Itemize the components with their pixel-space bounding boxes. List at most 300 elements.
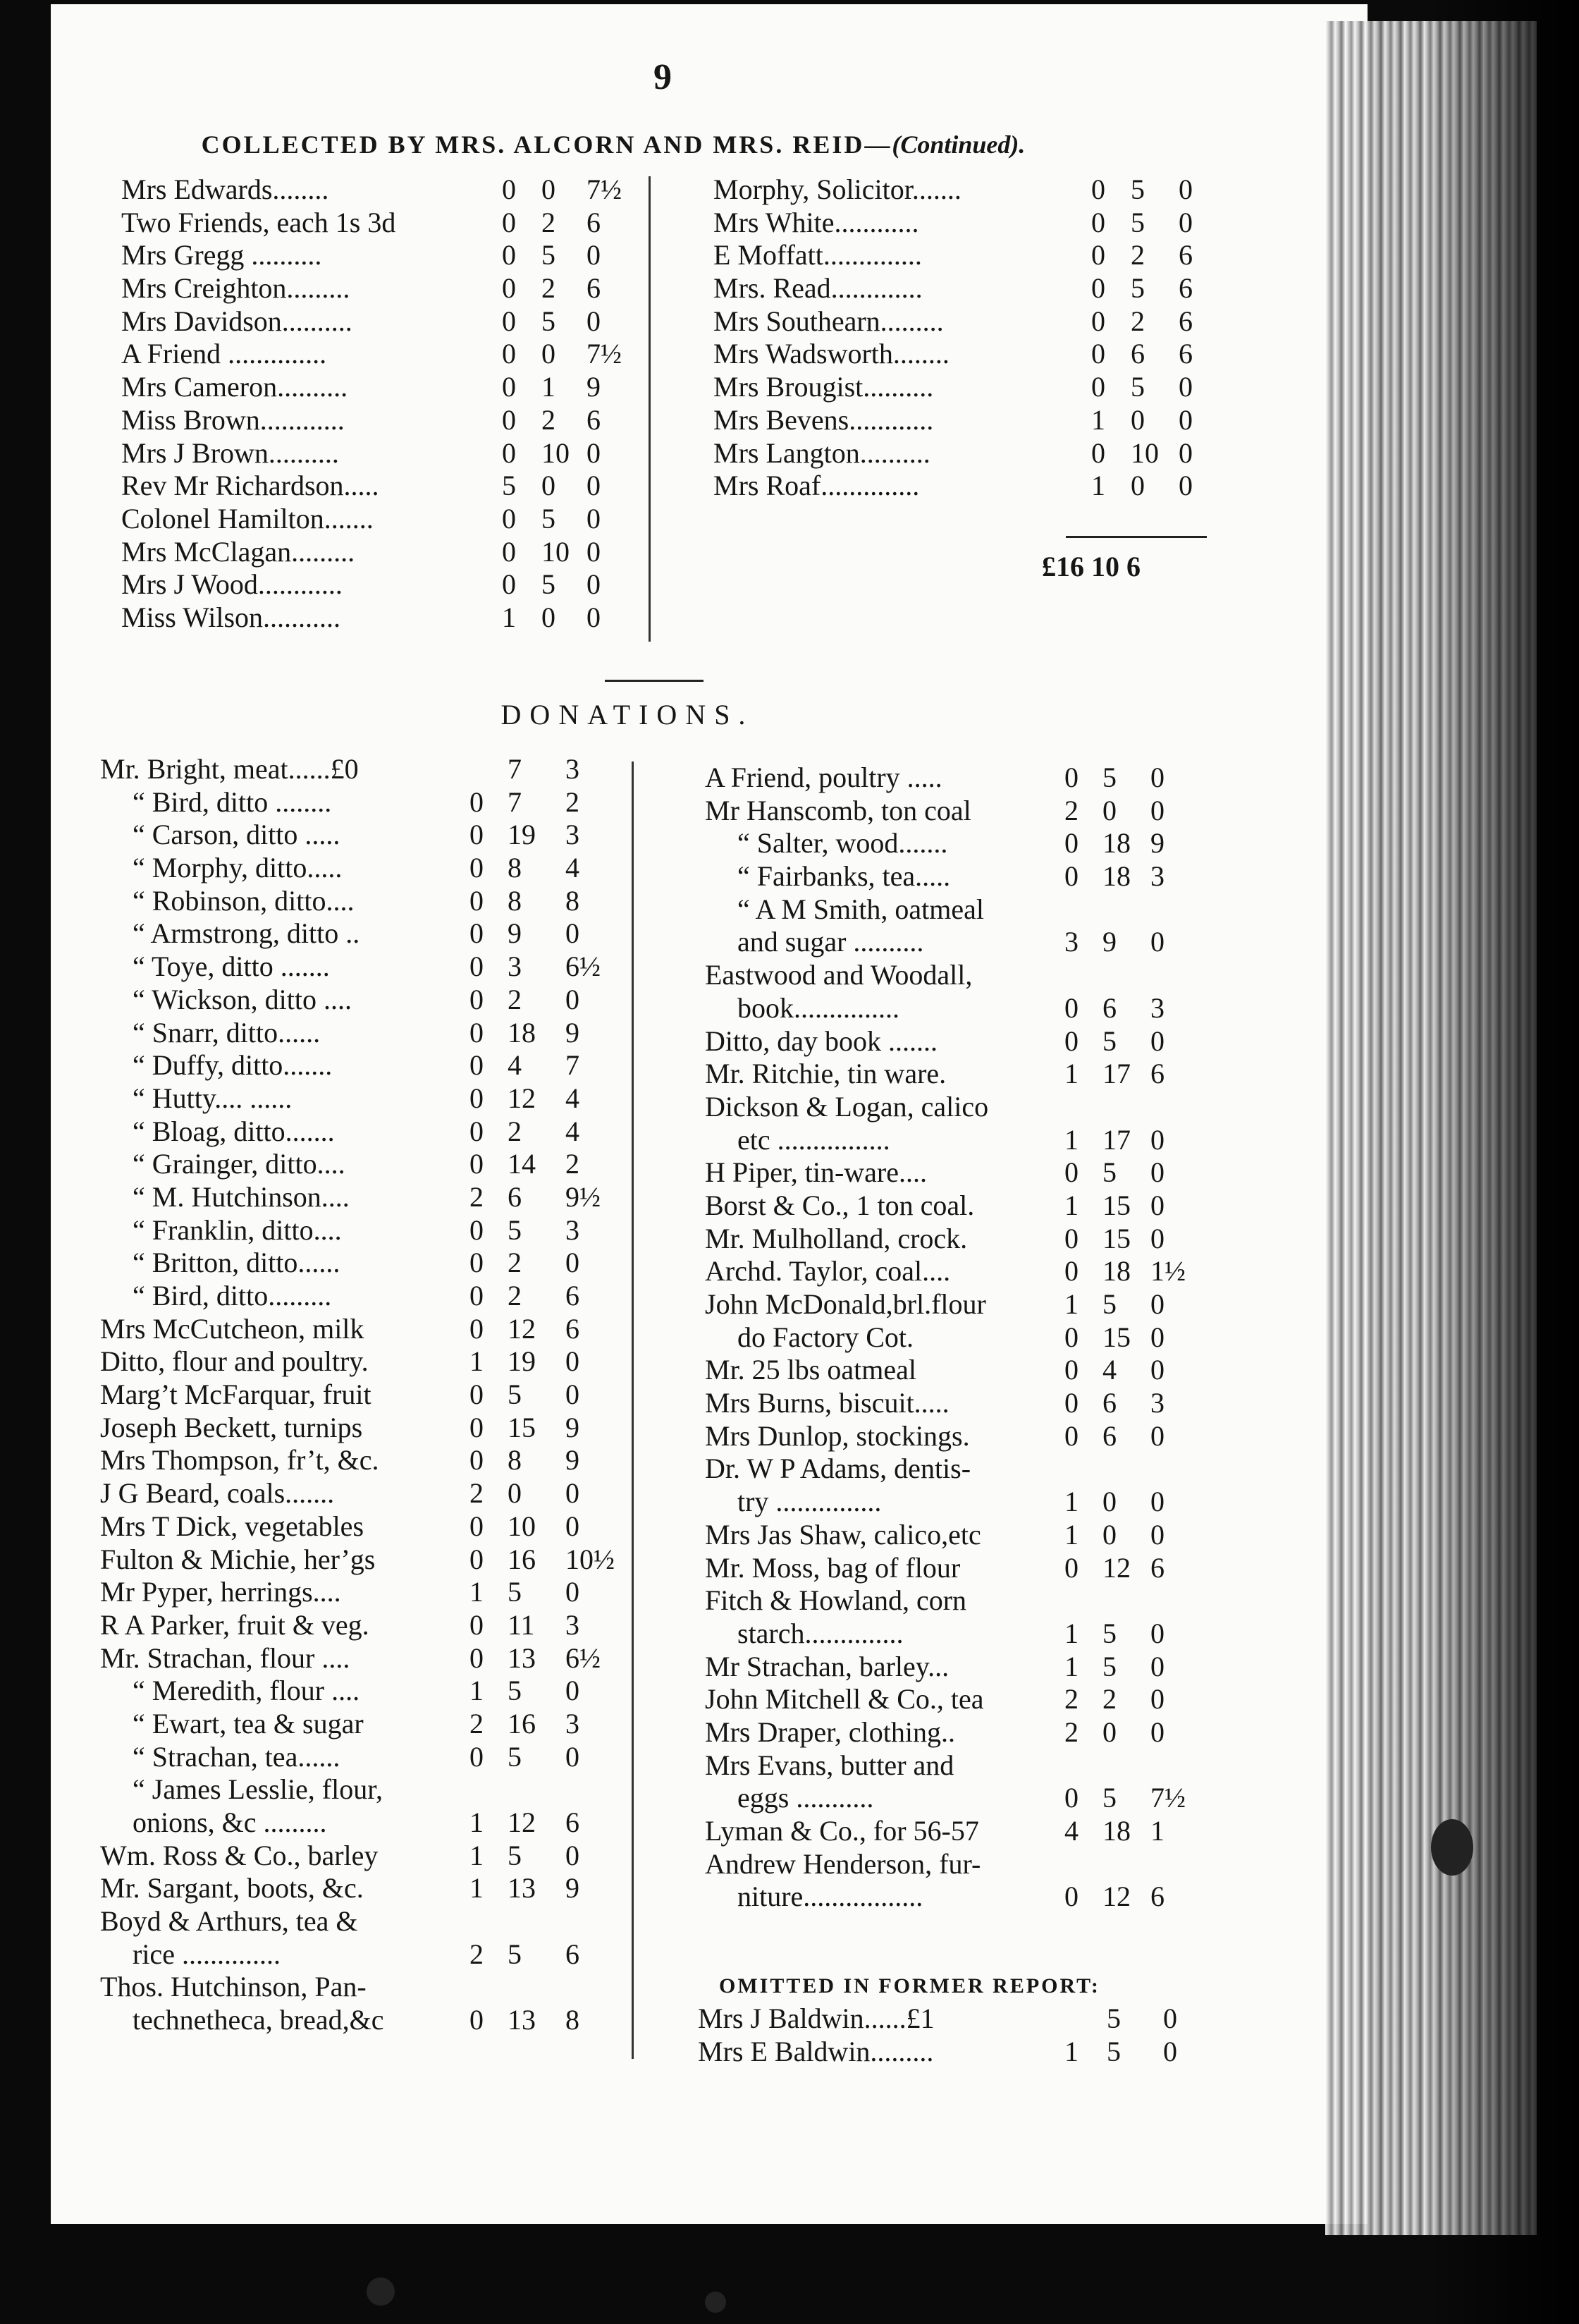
amount-shillings: 15 [1102,1222,1131,1254]
amount-pounds: 0 [469,1378,484,1411]
ledger-entry-name: Mrs J Wood............ [121,568,343,601]
amount-shillings: 2 [541,206,555,238]
amount-pence: 9½ [565,1180,601,1213]
amount-pounds: 0 [1091,338,1105,370]
amount-pounds: 0 [1064,1551,1079,1584]
amount-pounds: 0 [1091,436,1105,469]
amount-pounds: 0 [469,1740,484,1773]
ledger-entry-name: Colonel Hamilton....... [121,502,374,534]
amount-pence: 0 [1179,403,1193,436]
ledger-row [100,1477,622,1510]
amount-pence: 0 [586,535,601,568]
amount-shillings: 18 [1102,827,1131,860]
amount-pounds: 0 [469,884,484,917]
ledger-entry-name: “ A M Smith, oatmeal [737,893,984,925]
amount-pounds: 0 [502,568,516,601]
amount-pence: 0 [1179,206,1193,238]
amount-pounds: 0 [1064,1025,1079,1057]
amount-shillings: 0 [1102,1486,1117,1518]
amount-pence: 0 [1150,1123,1165,1156]
ledger-row [100,1345,622,1378]
amount-shillings: 0 [1131,470,1145,502]
ledger-entry-name: Eastwood and Woodall, [705,959,973,991]
amount-shillings: 17 [1102,1123,1131,1156]
ledger-entry-name: Mr. Mulholland, crock. [705,1222,968,1254]
amount-pence: 0 [586,470,601,502]
amount-shillings: 12 [508,1082,536,1114]
ledger-entry-name: Two Friends, each 1s 3d [121,206,396,238]
ledger-entry-name: Mr. Moss, bag of flour [705,1551,961,1584]
ledger-row [121,470,643,503]
amount-shillings: 15 [508,1411,536,1443]
amount-shillings: 5 [541,568,555,601]
amount-pounds: 1 [469,1872,484,1904]
amount-shillings: 5 [1131,371,1145,403]
ledger-entry-name: Wm. Ross & Co., barley [100,1839,379,1871]
section-rule [605,680,704,682]
amount-pounds: 0 [469,1444,484,1476]
amount-pounds: 0 [502,436,516,469]
collected-left-column [121,173,643,635]
ledger-entry-name: Mrs Brougist.......... [713,371,934,403]
amount-pounds: 1 [1064,1617,1079,1649]
ledger-entry-name: “ Toye, ditto ....... [133,950,330,983]
ledger-row [100,1378,622,1412]
amount-pence: 0 [1150,1518,1165,1551]
amount-pence: 0 [586,305,601,337]
amount-shillings: 0 [1131,403,1145,436]
ledger-row [705,795,1212,828]
amount-pence: 6 [1179,272,1193,305]
amount-pence: 1 [1150,1815,1165,1847]
ledger-entry-name: Mr. 25 lbs oatmeal [705,1354,916,1386]
amount-pounds: 2 [1064,794,1079,826]
amount-pence: 0 [565,983,579,1015]
ledger-entry-name: “ Meredith, flour .... [133,1675,360,1707]
amount-pence: 3 [565,819,579,851]
ledger-entry-name: “ Robinson, ditto.... [133,884,355,917]
ledger-row [121,207,643,240]
amount-pounds: 0 [1064,1354,1079,1386]
amount-pence: 0 [1163,2035,1177,2067]
amount-pence: 0 [565,1839,579,1871]
ledger-row [713,338,1207,371]
ledger-row [100,1148,622,1181]
ink-blot [705,2292,726,2313]
ledger-row [713,305,1207,338]
ledger-entry-name: A Friend, poultry ..... [705,762,942,793]
ledger-row [121,601,643,635]
ledger-entry-name: H Piper, tin-ware.... [705,1156,927,1189]
ledger-entry-name: Borst & Co., 1 ton coal. [705,1189,975,1221]
amount-pounds: 0 [1091,272,1105,305]
ledger-entry-name: “ Grainger, ditto.... [133,1148,345,1180]
amount-shillings: 18 [1102,1255,1131,1288]
amount-pence: 0 [565,1510,579,1542]
amount-pence: 7½ [586,173,622,205]
ledger-entry-name: Mrs Langton.......... [713,436,930,469]
ledger-row [705,1091,1212,1124]
ledger-row [705,1651,1212,1684]
amount-pounds: 1 [469,1576,484,1608]
section-header [70,130,1156,159]
amount-pence: 6 [565,1938,579,1970]
ledger-entry-name: Andrew Henderson, fur- [705,1847,981,1880]
ledger-row [121,404,643,437]
ledger-row [705,1749,1212,1782]
ledger-row [705,1617,1212,1651]
amount-shillings: 11 [508,1608,535,1641]
amount-pence: 6 [1179,239,1193,271]
amount-shillings: 5 [1102,1782,1117,1814]
amount-shillings: 5 [508,1576,522,1608]
ledger-entry-name: Mrs Creighton......... [121,272,350,305]
ledger-entry-name: “ Armstrong, ditto .. [133,917,360,950]
amount-shillings: 19 [508,1345,536,1378]
amount-pounds: 2 [469,1707,484,1739]
donations-column-divider [632,762,634,2059]
ledger-row [100,852,622,885]
amount-shillings: 5 [508,1740,522,1773]
ledger-row [121,437,643,470]
amount-shillings: 0 [541,173,555,205]
amount-pounds: 2 [469,1180,484,1213]
ledger-row [121,173,643,207]
ledger-row [713,272,1207,305]
ledger-row [713,470,1207,503]
ledger-entry-name: book............... [737,991,899,1024]
ledger-entry-name: A Friend .............. [121,338,327,370]
ledger-entry-name: starch.............. [737,1617,904,1649]
amount-pence: 6 [565,1806,579,1838]
amount-pounds: 0 [469,852,484,884]
ledger-row [121,305,643,338]
ledger-entry-name: etc ................ [737,1123,890,1156]
amount-shillings: 18 [1102,860,1131,893]
amount-pence: 6 [565,1312,579,1345]
amount-pence: 6½ [565,950,601,983]
amount-shillings: 0 [541,470,555,502]
ledger-entry-name: Joseph Beckett, turnips [100,1411,363,1443]
ledger-row [705,1683,1212,1716]
amount-pence: 0 [565,1576,579,1608]
amount-pence: 0 [1150,1419,1165,1452]
ledger-row [100,885,622,918]
amount-pounds: 0 [469,983,484,1015]
amount-pence: 0 [1163,2002,1177,2034]
ledger-row [100,917,622,950]
amount-shillings: 3 [508,950,522,983]
amount-pence: 0 [1150,1617,1165,1649]
ledger-entry-name: Boyd & Arthurs, tea & [100,1905,358,1938]
amount-shillings: 5 [1102,1650,1117,1682]
amount-pounds: 0 [469,950,484,983]
donations-right-column [705,762,1212,1914]
amount-pounds: 1 [469,1345,484,1378]
amount-shillings: 5 [1107,2002,1121,2034]
amount-pence: 0 [586,601,601,633]
ledger-row [100,786,622,819]
ledger-entry-name: Mrs Gregg .......... [121,239,322,271]
amount-pence: 3 [1150,991,1165,1024]
amount-pounds: 0 [469,1148,484,1180]
amount-shillings: 16 [508,1543,536,1575]
amount-shillings: 18 [1102,1815,1131,1847]
ledger-row [100,819,622,852]
ledger-row [100,1708,622,1741]
ledger-entry-name: Dickson & Logan, calico [705,1090,989,1123]
amount-pence: 0 [1179,371,1193,403]
amount-pounds: 0 [1064,860,1079,893]
ledger-entry-name: Mrs Bevens............ [713,403,934,436]
donations-heading: DONATIONS. [500,699,754,730]
amount-shillings: 6 [1102,991,1117,1024]
amount-shillings: 9 [508,917,522,950]
ledger-entry-name: “ Salter, wood....... [737,827,948,860]
ledger-entry-name: and sugar .......... [737,926,924,958]
amount-shillings: 5 [508,1378,522,1411]
ledger-entry-name: Mrs Cameron.......... [121,371,348,403]
amount-pounds: 0 [469,1280,484,1311]
ledger-row [100,1971,622,2004]
amount-shillings: 5 [1102,1617,1117,1649]
amount-pence: 6 [1150,1058,1165,1090]
ledger-row [705,762,1212,795]
amount-shillings: 2 [508,1247,522,1279]
amount-pounds: 0 [1064,991,1079,1024]
amount-shillings: 2 [541,272,555,305]
ledger-row [100,950,622,984]
ledger-row [705,1552,1212,1585]
amount-pounds: 0 [502,502,516,534]
amount-pounds: 3 [1064,926,1079,958]
amount-pence: 0 [1150,1650,1165,1682]
amount-pounds: 0 [502,371,516,403]
amount-pounds: 0 [502,272,516,305]
amount-shillings: 5 [508,1839,522,1871]
header-title: COLLECTED BY MRS. ALCORN AND MRS. REID— [201,130,892,159]
amount-pounds: 0 [469,1608,484,1641]
amount-shillings: 8 [508,1444,522,1476]
amount-pence: 7 [565,1049,579,1082]
amount-shillings: 10 [1131,436,1159,469]
ledger-row [100,1280,622,1313]
ledger-entry-name: Mrs Southearn......... [713,305,944,337]
amount-pounds: 1 [1064,2035,1079,2067]
amount-shillings: 15 [1102,1321,1131,1353]
ledger-row [100,1510,622,1543]
header-continued: (Continued). [892,130,1026,159]
amount-pence: 3 [565,1707,579,1739]
amount-shillings: 5 [1131,173,1145,205]
amount-pounds: 0 [1064,1321,1079,1353]
amount-shillings: 0 [508,1477,522,1510]
amount-pence: 4 [565,1115,579,1147]
ledger-entry-name: Mrs Wadsworth........ [713,338,950,370]
amount-pence: 0 [1150,1222,1165,1254]
ledger-entry-name: Thos. Hutchinson, Pan- [100,1971,367,2003]
ledger-row [100,1247,622,1280]
amount-pence: 0 [565,1247,579,1279]
amount-shillings: 9 [1102,926,1117,958]
amount-pounds: 0 [469,2004,484,2036]
ledger-entry-name: “ M. Hutchinson.... [133,1180,350,1213]
ledger-row [121,536,643,569]
ledger-entry-name: Mrs Draper, clothing.. [705,1716,955,1748]
amount-pounds: 0 [1064,1880,1079,1913]
ledger-row [713,404,1207,437]
amount-shillings: 13 [508,2004,536,2036]
amount-pounds: 1 [1064,1486,1079,1518]
amount-shillings: 8 [508,852,522,884]
ledger-row [713,371,1207,404]
ledger-row [705,1156,1212,1189]
ledger-entry-name: “ Bird, ditto......... [133,1280,332,1311]
ledger-row [705,959,1212,992]
amount-pence: 6 [586,403,601,436]
ledger-entry-name: Mr Hanscomb, ton coal [705,794,971,826]
amount-pounds: 0 [1064,1387,1079,1419]
amount-shillings: 10 [508,1510,536,1542]
amount-pence: 0 [1150,1156,1165,1189]
ledger-row [100,1642,622,1675]
amount-pence: 10½ [565,1543,615,1575]
amount-shillings: 2 [1102,1683,1117,1716]
amount-pence: 2 [565,1148,579,1180]
amount-pounds: 0 [502,338,516,370]
ledger-entry-name: “ Fairbanks, tea..... [737,860,951,893]
amount-pence: 0 [565,1378,579,1411]
ledger-row [100,1609,622,1642]
amount-pence: 9 [565,1444,579,1476]
omitted-list [698,2002,1212,2068]
amount-pence: 4 [565,852,579,884]
ledger-entry-name: Mr. Sargant, boots, &c. [100,1872,364,1904]
page-edge-shadow [1424,0,1579,2324]
ledger-entry-name: Mrs White............ [713,206,919,238]
amount-shillings: 6 [1131,338,1145,370]
ledger-entry-name: J G Beard, coals....... [100,1477,335,1510]
amount-pounds: 0 [469,1510,484,1542]
amount-shillings: 12 [1102,1551,1131,1584]
amount-shillings: 5 [508,1938,522,1970]
ledger-row [121,239,643,272]
amount-pounds: 0 [469,1082,484,1114]
ledger-row [100,1576,622,1609]
ledger-entry-name: Fulton & Michie, her’gs [100,1543,376,1575]
amount-pence: 0 [1150,794,1165,826]
amount-pence: 6½ [565,1641,601,1674]
ledger-row [100,1938,622,1971]
amount-shillings: 2 [1131,239,1145,271]
amount-pence: 6 [1150,1880,1165,1913]
amount-shillings: 5 [1102,1156,1117,1189]
amount-pounds: 0 [1064,1156,1079,1189]
ledger-row [100,1806,622,1840]
amount-pence: 9 [565,1411,579,1443]
ledger-entry-name: “ Duffy, ditto....... [133,1049,333,1082]
amount-pounds: 1 [1064,1123,1079,1156]
amount-pounds: 1 [1091,470,1105,502]
ledger-row [705,1354,1212,1387]
amount-pounds: 0 [502,206,516,238]
amount-pounds: 2 [1064,1683,1079,1716]
amount-pounds: 2 [469,1477,484,1510]
amount-shillings: 12 [1102,1880,1131,1913]
amount-pence: 6 [565,1280,579,1311]
ledger-entry-name: John McDonald,brl.flour [705,1288,986,1320]
ledger-entry-name: Dr. W P Adams, dentis- [705,1452,971,1485]
amount-shillings: 5 [541,305,555,337]
amount-pounds: 1 [1064,1518,1079,1551]
amount-pounds: 1 [469,1675,484,1707]
ledger-row [705,827,1212,860]
ledger-entry-name: Ditto, day book ....... [705,1025,938,1057]
amount-pounds: 0 [1064,1419,1079,1452]
omitted-heading: OMITTED IN FORMER REPORT: [719,1974,1100,1998]
ledger-entry-name: niture................. [737,1880,923,1913]
amount-pence: 0 [1150,1354,1165,1386]
amount-pence: 3 [1150,1387,1165,1419]
amount-pence: 8 [565,884,579,917]
amount-pence: 0 [1150,1189,1165,1221]
collected-right-column [713,173,1207,503]
page-number: 9 [653,57,672,97]
amount-pounds: 0 [469,1543,484,1575]
ledger-row [100,2004,622,2037]
ledger-entry-name: “ Carson, ditto ..... [133,819,340,851]
ledger-entry-name: Miss Brown............ [121,403,345,436]
amount-pence: 0 [586,239,601,271]
amount-pence: 0 [565,1740,579,1773]
ledger-row [100,1675,622,1708]
amount-pounds: 1 [469,1806,484,1838]
ledger-entry-name: Mrs J Baldwin......£1 [698,2002,935,2034]
ledger-entry-name: “ Morphy, ditto..... [133,852,343,884]
ledger-row [705,1848,1212,1881]
ledger-entry-name: John Mitchell & Co., tea [705,1683,984,1716]
ledger-row [121,503,643,536]
amount-pence: 7½ [586,338,622,370]
ledger-entry-name: “ Britton, ditto...... [133,1247,340,1279]
ledger-row [705,1452,1212,1486]
ledger-entry-name: Mrs McClagan......... [121,535,355,568]
amount-pence: 7½ [1150,1782,1186,1814]
ledger-row [705,1255,1212,1288]
amount-pence: 4 [565,1082,579,1114]
amount-pence: 0 [586,568,601,601]
amount-shillings: 2 [508,1115,522,1147]
amount-pounds: 4 [1064,1815,1079,1847]
amount-shillings: 6 [1102,1387,1117,1419]
amount-shillings: 5 [508,1213,522,1246]
amount-shillings: 4 [1102,1354,1117,1386]
amount-pounds: 0 [469,1641,484,1674]
amount-pence: 1½ [1150,1255,1186,1288]
amount-shillings: 19 [508,819,536,851]
amount-shillings: 0 [1102,1716,1117,1748]
ink-blot [1431,1819,1473,1876]
ledger-entry-name: eggs ........... [737,1782,874,1814]
collected-total: £16 10 6 [1042,551,1141,582]
amount-pence: 3 [1150,860,1165,893]
ledger-row [705,1124,1212,1157]
ledger-entry-name: Rev Mr Richardson..... [121,470,379,502]
ledger-entry-name: E Moffatt.............. [713,239,922,271]
amount-pence: 0 [1150,762,1165,793]
amount-pounds: 1 [1091,403,1105,436]
amount-shillings: 13 [508,1872,536,1904]
